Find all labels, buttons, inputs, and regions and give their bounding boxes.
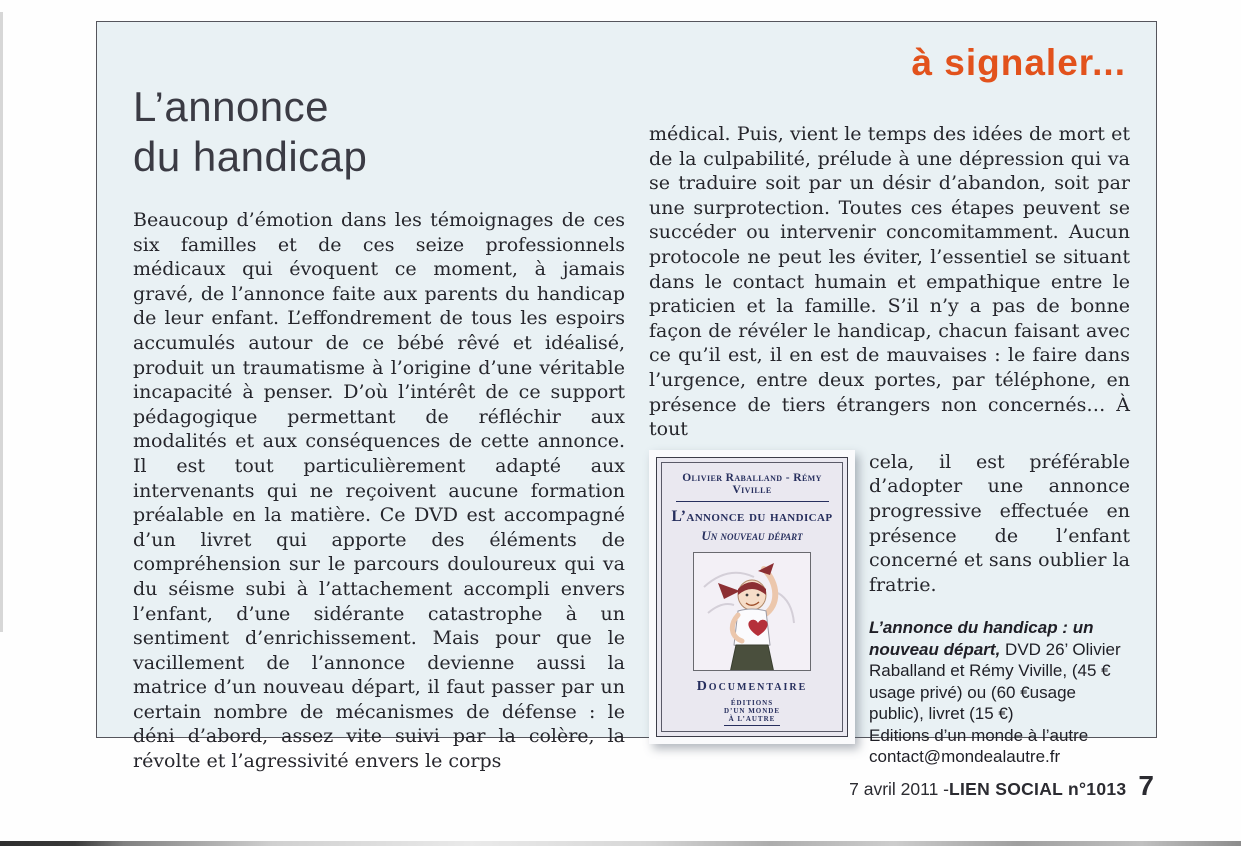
right-column (649, 122, 1130, 768)
section-label: à signaler... (911, 42, 1126, 83)
article-title-line1: L’annonce (133, 83, 330, 130)
dvd-publisher-line3: À L’AUTRE (728, 714, 776, 723)
child-drawing-icon (694, 553, 810, 671)
dvd-cover-genre: Documentaire (696, 678, 808, 694)
dvd-cover-title: L’annonce du handicap (671, 507, 833, 525)
dvd-cover-rule (676, 501, 829, 502)
footer-magazine-name: LIEN SOCIAL n°1013 (949, 779, 1127, 799)
article-title (133, 82, 625, 182)
dvd-caption-contact: contact@mondealautre.fr (869, 747, 1061, 767)
dvd-publisher-line1: ÉDITIONS (730, 698, 774, 707)
dvd-caption-publisher: Editions d’un monde à l’autre (869, 725, 1089, 745)
dvd-caption-main (869, 617, 1130, 725)
dvd-caption (869, 617, 1130, 768)
left-column (133, 82, 625, 774)
article-title-line2: du handicap (133, 133, 368, 180)
dvd-cover-authors: Olivier Raballand - Rémy Viville (682, 471, 822, 496)
page-footer (849, 770, 1154, 802)
dvd-cover-frame (661, 462, 843, 732)
article-body-left: Beaucoup d’émotion dans les témoignages de ces six familles et de ces seize professionnels médicaux qui évoquent ce moment, à jamais gravé, de l’annonce faite aux parents du handicap de leur enfant. L’effondrement de tous les espoirs accumulés autour de ce bébé rêvé et idéalisé, produit un traumatisme à l’origine d’une véritable incapacité à penser. D’où l’intérêt de ce support pédagogique permettant de réfléchir aux modalités et aux conséquences de cette annonce. Il est tout particulièrement adapté aux intervenants qui ne reçoivent aucune formation préalable en la matière. Ce DVD est accompagné d’un livret qui apporte des éléments de compréhension sur le parcours douloureux qui va du séisme subi à l’attachement accompli envers l’enfant, d’une sidérante catastrophe à un sentiment d’enrichissement. Mais pour que le vacillement de l’annonce devienne aussi la matrice d’un nouveau départ, il faut passer par un certain nombre de mécanismes de défense : le déni d’abord, assez vite suivi par la colère, la révolte et l’agressivité envers le corps (133, 209, 625, 773)
footer-page-number: 7 (1138, 770, 1154, 801)
scan-artifact-left-edge (0, 12, 3, 632)
wrapped-text-column (869, 450, 1130, 768)
dvd-caption-details: DVD 26’ Olivier Raballand et Rémy Viville, (45 € usage privé) ou (60 €usage public), livret (15 €) (869, 639, 1121, 724)
article-panel (96, 21, 1157, 773)
article-body-right-wrapped: cela, il est préférable d’adopter une annonce progressive effectuée en présence de l’enfant concerné et sans oublier la fratrie. (869, 450, 1130, 596)
dvd-caption-title: L’annonce du handicap : un nouveau départ, (869, 618, 1094, 659)
scan-artifact-bottom-edge (0, 841, 1241, 846)
article-body-right-top: médical. Puis, vient le temps des idées de mort et de la culpabilité, prélude à une dépression qui va se traduire soit par un désir d’abandon, soit par une surprotection. Toutes ces étapes peuvent se succéder ou intervenir concomitamment. Aucun protocole ne peut les éviter, l’essentiel se situant dans le contact humain et empathique entre le praticien et la famille. S’il n’y a pas de bonne façon de révéler le handicap, chacun faisant avec ce qu’il est, il en est de mauvaises : le faire dans l’urgence, entre deux portes, par téléphone, en présence de tiers étrangers non concernés… À tout (649, 123, 1130, 441)
dvd-cover (649, 450, 855, 744)
dvd-cover-subtitle: Un nouveau départ (701, 527, 803, 543)
image-and-wrapped-text-row (649, 450, 1130, 768)
dvd-publisher-line2: D’UN MONDE (723, 706, 781, 715)
footer-date: 7 avril 2011 - (849, 779, 950, 799)
dvd-cover-print (656, 457, 848, 737)
dvd-cover-illustration (693, 552, 811, 671)
dvd-cover-publisher-logo (724, 699, 780, 726)
